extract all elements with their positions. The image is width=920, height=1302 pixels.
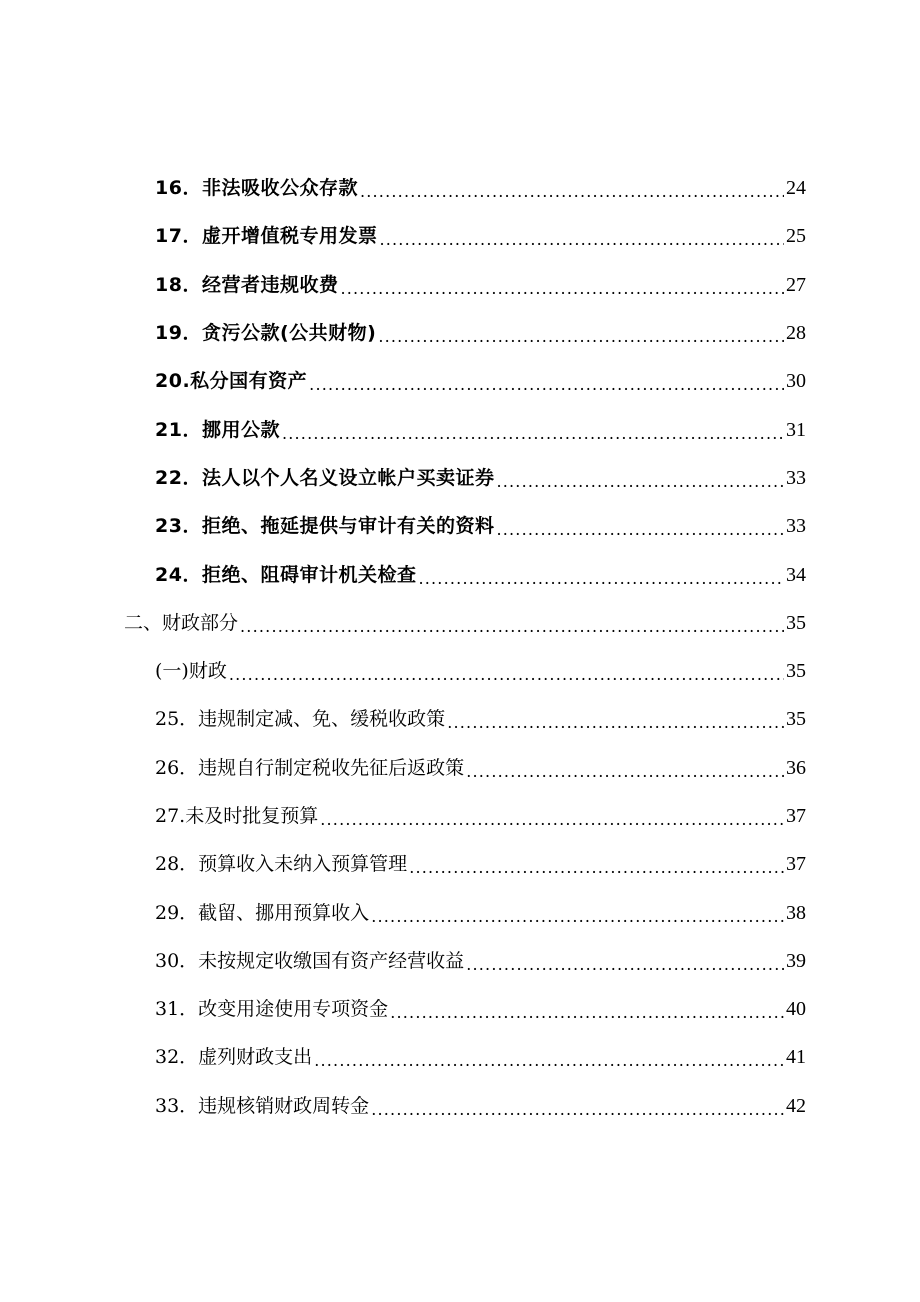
toc-entry-32[interactable] (0, 1033, 920, 1081)
toc-dot-leader (378, 309, 784, 357)
toc-page-number: 37 (786, 853, 806, 876)
toc-dot-leader (447, 695, 784, 743)
toc-entry-label: 26．违规自行制定税收先征后返政策 (155, 756, 465, 779)
toc-entry-label: (一)财政 (155, 660, 227, 683)
toc-dot-leader (309, 357, 784, 405)
toc-entry-label: 27.未及时批复预算 (155, 805, 319, 827)
toc-entry-21[interactable] (0, 405, 920, 453)
toc-entry-label: 30．未按规定收缴国有资产经营收益 (155, 949, 465, 972)
toc-entry-label: 31．改变用途使用专项资金 (155, 998, 389, 1021)
table-of-contents (0, 164, 920, 1130)
toc-entry-30[interactable] (0, 937, 920, 985)
toc-entry-24[interactable] (0, 550, 920, 598)
toc-dot-leader (282, 406, 784, 454)
toc-dot-leader (340, 261, 784, 309)
toc-dot-leader (371, 889, 784, 937)
toc-page-number: 37 (786, 805, 806, 827)
toc-dot-leader (314, 1033, 784, 1081)
toc-page-number: 40 (786, 998, 806, 1021)
toc-dot-leader (496, 502, 784, 550)
toc-dot-leader (240, 599, 784, 647)
toc-entry-label: 28．预算收入未纳入预算管理 (155, 853, 408, 876)
toc-entry-20[interactable] (0, 357, 920, 405)
toc-entry-label: 19．贪污公款(公共财物) (155, 322, 377, 345)
toc-dot-leader (360, 164, 784, 212)
toc-page-number: 36 (786, 756, 806, 779)
toc-entry-33[interactable] (0, 1082, 920, 1130)
toc-page-number: 33 (786, 466, 806, 489)
toc-entry-label: 20.私分国有资产 (155, 370, 308, 393)
toc-page-number: 24 (786, 177, 806, 200)
toc-dot-leader (466, 744, 784, 792)
toc-page-number: 41 (786, 1046, 806, 1069)
toc-dot-leader (496, 454, 784, 502)
toc-entry-16[interactable] (0, 164, 920, 212)
toc-entry-18[interactable] (0, 261, 920, 309)
toc-entry-17[interactable] (0, 212, 920, 260)
toc-entry-label: 16．非法吸收公众存款 (155, 177, 358, 200)
toc-dot-leader (229, 647, 784, 695)
toc-page-number: 38 (786, 901, 806, 924)
toc-page-number: 35 (786, 708, 806, 731)
toc-section-finance[interactable] (0, 599, 920, 647)
toc-entry-27[interactable] (0, 792, 920, 840)
toc-dot-leader (390, 985, 784, 1033)
toc-page-number: 27 (786, 273, 806, 296)
toc-page-number: 33 (786, 515, 806, 538)
toc-page-number: 30 (786, 370, 806, 393)
toc-entry-label: 22．法人以个人名义设立帐户买卖证券 (155, 466, 495, 489)
toc-page-number: 35 (786, 660, 806, 683)
toc-entry-label: 24．拒绝、阻碍审计机关检查 (155, 563, 417, 586)
toc-page-number: 39 (786, 949, 806, 972)
toc-entry-22[interactable] (0, 454, 920, 502)
toc-entry-31[interactable] (0, 985, 920, 1033)
toc-page-number: 34 (786, 563, 806, 586)
toc-entry-25[interactable] (0, 695, 920, 743)
toc-entry-label: 21．挪用公款 (155, 418, 280, 441)
toc-entry-19[interactable] (0, 309, 920, 357)
toc-entry-label: 29．截留、挪用预算收入 (155, 901, 370, 924)
toc-entry-29[interactable] (0, 888, 920, 936)
toc-page-number: 28 (786, 322, 806, 345)
toc-entry-label: 32．虚列财政支出 (155, 1046, 313, 1069)
toc-dot-leader (466, 937, 784, 985)
toc-page-number: 25 (786, 225, 806, 248)
toc-page-number: 42 (786, 1094, 806, 1117)
toc-entry-label: 23．拒绝、拖延提供与审计有关的资料 (155, 515, 495, 538)
toc-subsection-finance[interactable] (0, 647, 920, 695)
toc-entry-26[interactable] (0, 744, 920, 792)
toc-dot-leader (371, 1082, 784, 1130)
toc-entry-label: 25．违规制定减、免、缓税收政策 (155, 708, 446, 731)
toc-dot-leader (320, 792, 784, 840)
toc-page-number: 31 (786, 418, 806, 441)
toc-entry-label: 18．经营者违规收费 (155, 273, 339, 296)
toc-entry-28[interactable] (0, 840, 920, 888)
toc-page-number: 35 (786, 611, 806, 634)
toc-dot-leader (418, 551, 784, 599)
toc-dot-leader (409, 840, 784, 888)
toc-entry-23[interactable] (0, 502, 920, 550)
toc-dot-leader (379, 212, 784, 260)
toc-entry-label: 17．虚开增值税专用发票 (155, 225, 378, 248)
toc-entry-label: 二、财政部分 (124, 611, 239, 634)
toc-entry-label: 33．违规核销财政周转金 (155, 1094, 370, 1117)
